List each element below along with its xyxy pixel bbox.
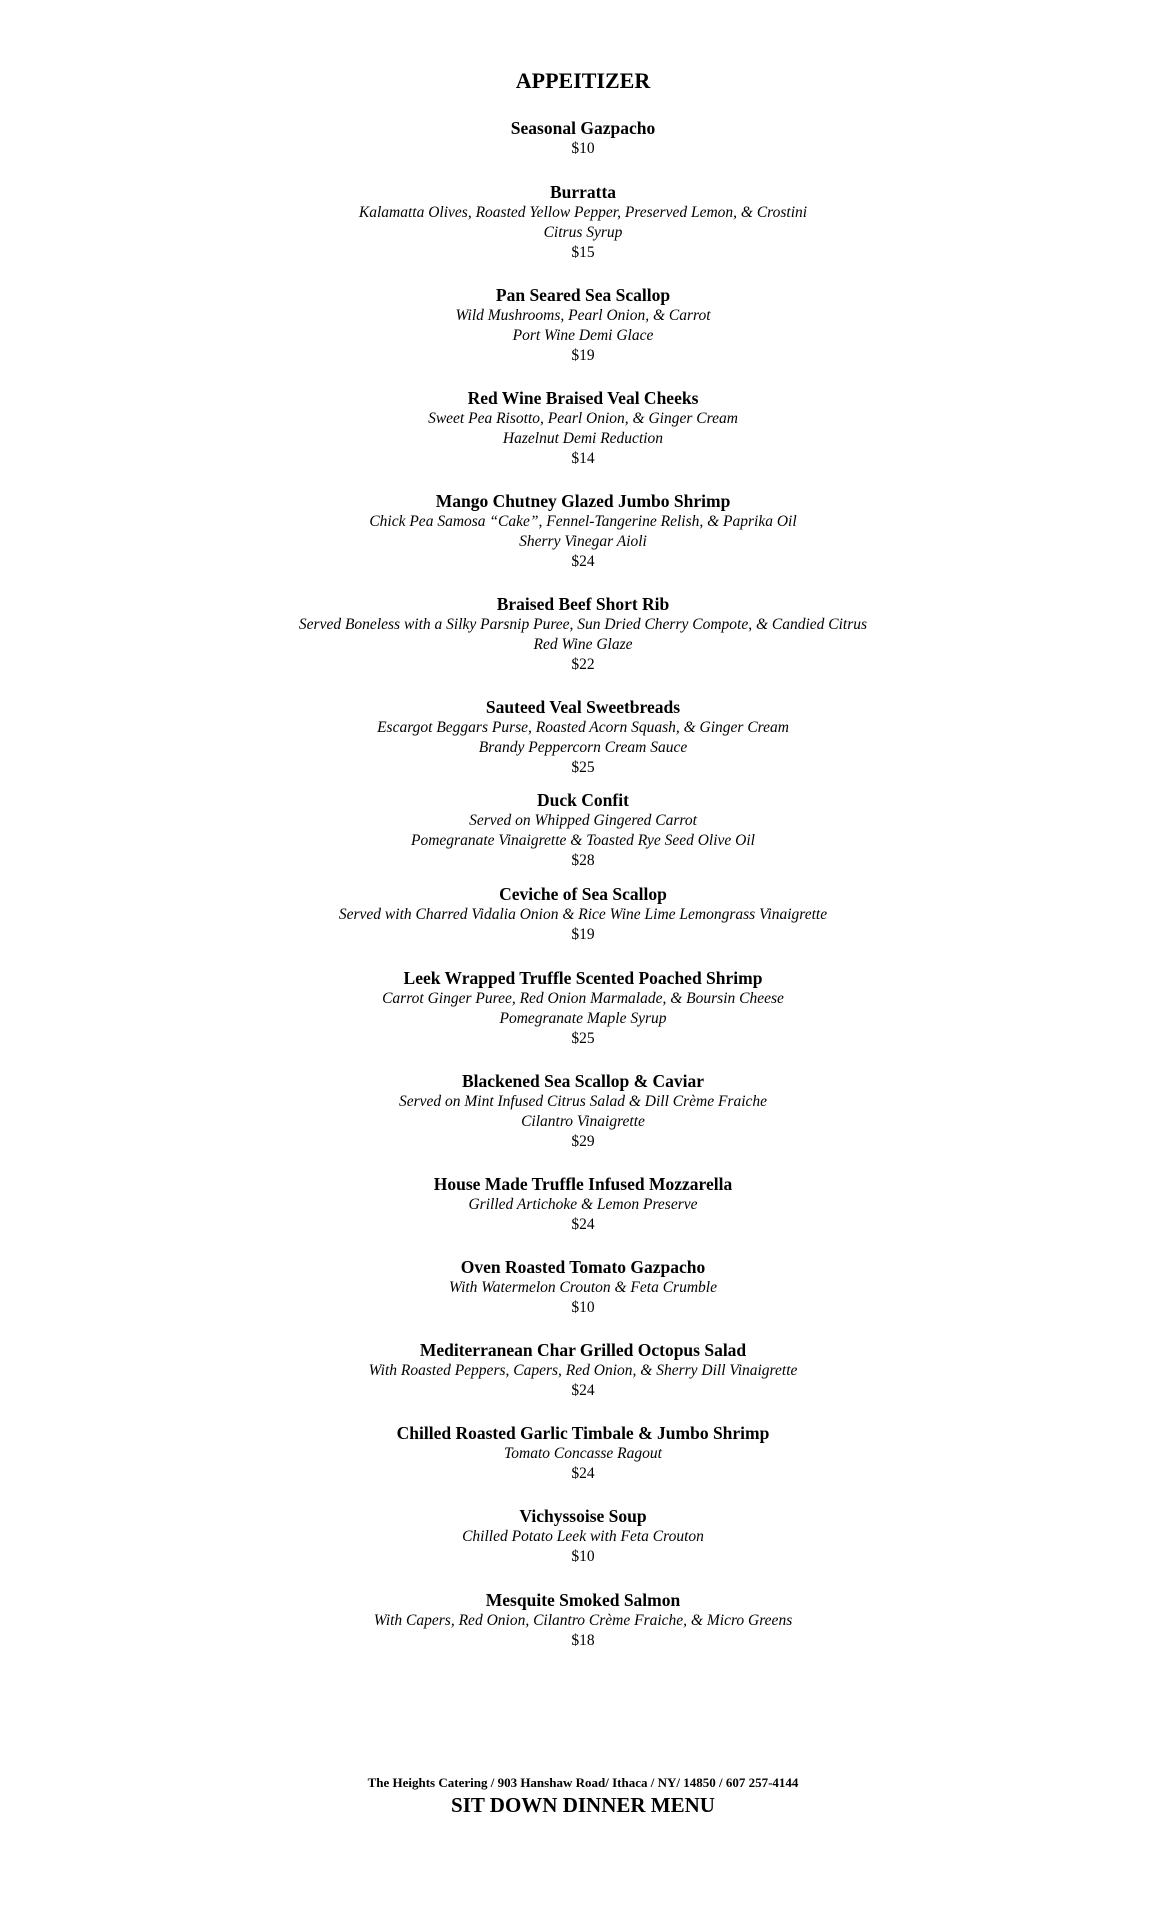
menu-item-name: Duck Confit: [537, 790, 629, 810]
menu-item-name: Ceviche of Sea Scallop: [499, 884, 667, 904]
menu-item: [0, 1257, 1166, 1318]
menu-item-description: With Roasted Peppers, Capers, Red Onion, & Sherry Dill Vinaigrette: [368, 1362, 798, 1379]
menu-item: [0, 285, 1166, 366]
menu-item-description: Hazelnut Demi Reduction: [502, 430, 664, 447]
menu-item: [0, 1423, 1166, 1484]
menu-item-name: Mango Chutney Glazed Jumbo Shrimp: [435, 491, 731, 511]
menu-item-price: $24: [571, 553, 595, 570]
menu-item-description: Served on Mint Infused Citrus Salad & Dill Crème Fraiche: [398, 1093, 768, 1110]
menu-item-price: $25: [571, 1030, 595, 1047]
menu-item-description: Served Boneless with a Silky Parsnip Puree, Sun Dried Cherry Compote, & Candied Citrus: [298, 616, 868, 633]
menu-item-price: $10: [571, 1548, 595, 1565]
menu-item-description: Pomegranate Maple Syrup: [499, 1010, 667, 1027]
menu-item: [0, 790, 1166, 871]
menu-item-name: House Made Truffle Infused Mozzarella: [433, 1174, 733, 1194]
menu-item-description: Brandy Peppercorn Cream Sauce: [478, 739, 688, 756]
menu-item-description: Sweet Pea Risotto, Pearl Onion, & Ginger Cream: [428, 410, 738, 427]
menu-item-description: Wild Mushrooms, Pearl Onion, & Carrot: [455, 307, 711, 324]
menu-item-price: $22: [571, 656, 595, 673]
menu-item-price: $24: [571, 1465, 595, 1482]
menu-item-description: Served on Whipped Gingered Carrot: [469, 812, 697, 829]
menu-item: [0, 884, 1166, 945]
menu-item-name: Vichyssoise Soup: [519, 1506, 647, 1526]
menu-item: [0, 1174, 1166, 1235]
menu-item: [0, 697, 1166, 778]
page-title: APPEITIZER: [515, 68, 651, 93]
menu-item: [0, 968, 1166, 1049]
menu-item-description: Chilled Potato Leek with Feta Crouton: [462, 1528, 704, 1545]
menu-item: [0, 388, 1166, 469]
menu-item-name: Leek Wrapped Truffle Scented Poached Shrimp: [403, 968, 763, 988]
menu-item-name: Red Wine Braised Veal Cheeks: [467, 388, 699, 408]
menu-item-description: Grilled Artichoke & Lemon Preserve: [468, 1196, 698, 1213]
menu-item-price: $14: [571, 450, 595, 467]
menu-item-price: $24: [571, 1382, 595, 1399]
menu-item-price: $10: [571, 140, 595, 157]
menu-item: [0, 118, 1166, 159]
menu-item-price: $29: [571, 1133, 595, 1150]
footer-title: SIT DOWN DINNER MENU: [451, 1793, 715, 1817]
menu-item-description: Escargot Beggars Purse, Roasted Acorn Squash, & Ginger Cream: [377, 719, 789, 736]
menu-item-name: Pan Seared Sea Scallop: [495, 285, 671, 305]
menu-item-price: $19: [571, 926, 595, 943]
menu-item-description: Carrot Ginger Puree, Red Onion Marmalade, & Boursin Cheese: [382, 990, 784, 1007]
menu-item-price: $18: [571, 1632, 595, 1649]
menu-item-price: $24: [571, 1216, 595, 1233]
menu-item-name: Braised Beef Short Rib: [496, 594, 670, 614]
menu-item-name: Oven Roasted Tomato Gazpacho: [460, 1257, 706, 1277]
menu-item-name: Blackened Sea Scallop & Caviar: [461, 1071, 705, 1091]
menu-item-name: Mediterranean Char Grilled Octopus Salad: [419, 1340, 747, 1360]
menu-item-price: $10: [571, 1299, 595, 1316]
menu-item: [0, 182, 1166, 263]
menu-item-price: $25: [571, 759, 595, 776]
menu-item-price: $28: [571, 852, 595, 869]
menu-item-description: Port Wine Demi Glace: [512, 327, 654, 344]
menu-item-description: Sherry Vinegar Aioli: [519, 533, 647, 550]
menu-item-name: Seasonal Gazpacho: [510, 118, 656, 138]
menu-item-description: Pomegranate Vinaigrette & Toasted Rye Seed Olive Oil: [411, 832, 755, 849]
menu-item-description: Tomato Concasse Ragout: [504, 1445, 662, 1462]
menu-item: [0, 594, 1166, 675]
menu-item-description: Chick Pea Samosa “Cake”, Fennel-Tangerine Relish, & Paprika Oil: [369, 513, 797, 530]
menu-item-name: Chilled Roasted Garlic Timbale & Jumbo Shrimp: [396, 1423, 770, 1443]
menu-item-description: With Capers, Red Onion, Cilantro Crème Fraiche, & Micro Greens: [373, 1612, 793, 1629]
menu-item-description: Kalamatta Olives, Roasted Yellow Pepper, Preserved Lemon, & Crostini: [358, 204, 808, 221]
menu-item-name: Sauteed Veal Sweetbreads: [485, 697, 681, 717]
menu-item-price: $19: [571, 347, 595, 364]
menu-item-description: Cilantro Vinaigrette: [521, 1113, 645, 1130]
menu-item: [0, 1590, 1166, 1651]
menu-item: [0, 1071, 1166, 1152]
footer-address: The Heights Catering / 903 Hanshaw Road/ Ithaca / NY/ 14850 / 607 257-4144: [367, 1775, 799, 1790]
menu-item-name: Burratta: [549, 182, 617, 202]
menu-item-description: Citrus Syrup: [543, 224, 623, 241]
menu-item: [0, 1506, 1166, 1567]
menu-item-description: Served with Charred Vidalia Onion & Rice Wine Lime Lemongrass Vinaigrette: [338, 906, 828, 923]
menu-item-description: With Watermelon Crouton & Feta Crumble: [449, 1279, 717, 1296]
menu-item: [0, 1340, 1166, 1401]
menu-item-price: $15: [571, 244, 595, 261]
menu-item-description: Red Wine Glaze: [533, 636, 633, 653]
menu-item-name: Mesquite Smoked Salmon: [485, 1590, 681, 1610]
menu-item: [0, 491, 1166, 572]
